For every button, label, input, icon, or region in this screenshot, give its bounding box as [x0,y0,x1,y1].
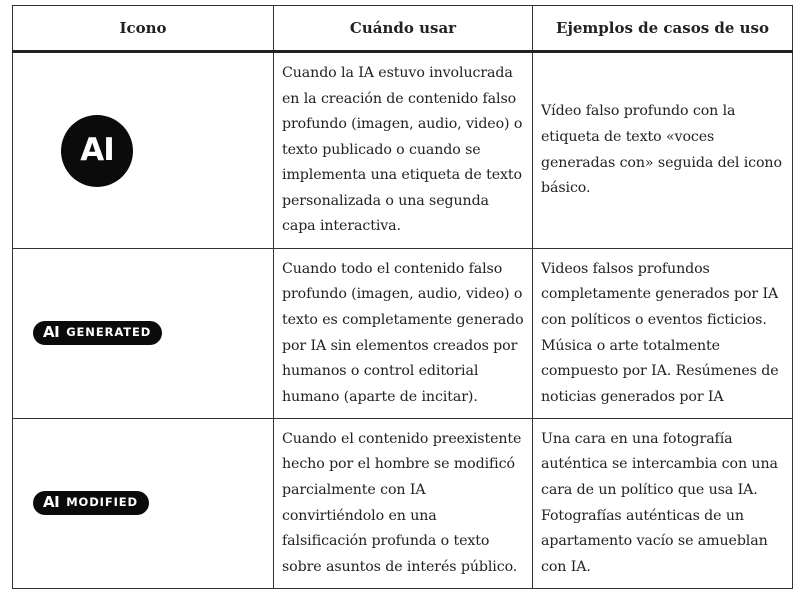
icon-cell [13,419,274,589]
ai-circle-text: AI [80,131,114,168]
when-to-use-cell: Cuando el contenido preexistente hecho por el hombre se modificó parcialmente con IA convirtiéndolo en una falsificación profunda o texto sobre asuntos de interés público. [274,419,533,589]
icon-cell [13,52,274,249]
ai-circle-icon [61,115,133,187]
header-row [13,6,793,52]
table-row [13,52,793,249]
table-row [13,419,793,589]
ai-generated-badge-icon [33,321,162,345]
use-case-examples-cell: Una cara en una fotografía auténtica se intercambia con una cara de un político que usa IA. Fotografías auténticas de un apartamento vacío se amueblan con IA. [533,419,793,589]
icon-cell [13,249,274,419]
ai-modified-badge-icon [33,491,149,515]
badge-ai-text: AI [43,322,60,341]
badge-ai-text: AI [43,492,60,511]
use-case-examples-cell: Vídeo falso profundo con la etiqueta de texto «voces generadas con» seguida del icono básico. [533,52,793,249]
ai-label-usage-table [12,5,793,589]
use-case-examples-cell: Videos falsos profundos completamente generados por IA con políticos o eventos ficticios. Música o arte totalmente compuesto por IA. Resúmenes de noticias generados por IA [533,249,793,419]
header-use-case-examples: Ejemplos de casos de uso [533,6,793,52]
badge-word: MODIFIED [66,494,138,509]
table-row [13,249,793,419]
when-to-use-cell: Cuando la IA estuvo involucrada en la creación de contenido falso profundo (imagen, audio, video) o texto publicado o cuando se implementa una etiqueta de texto personalizada o una segunda capa interactiva. [274,52,533,249]
when-to-use-cell: Cuando todo el contenido falso profundo (imagen, audio, video) o texto es completamente generado por IA sin elementos creados por humanos o control editorial humano (aparte de incitar). [274,249,533,419]
header-icon: Icono [13,6,274,52]
badge-word: GENERATED [66,324,152,339]
header-when-to-use: Cuándo usar [274,6,533,52]
